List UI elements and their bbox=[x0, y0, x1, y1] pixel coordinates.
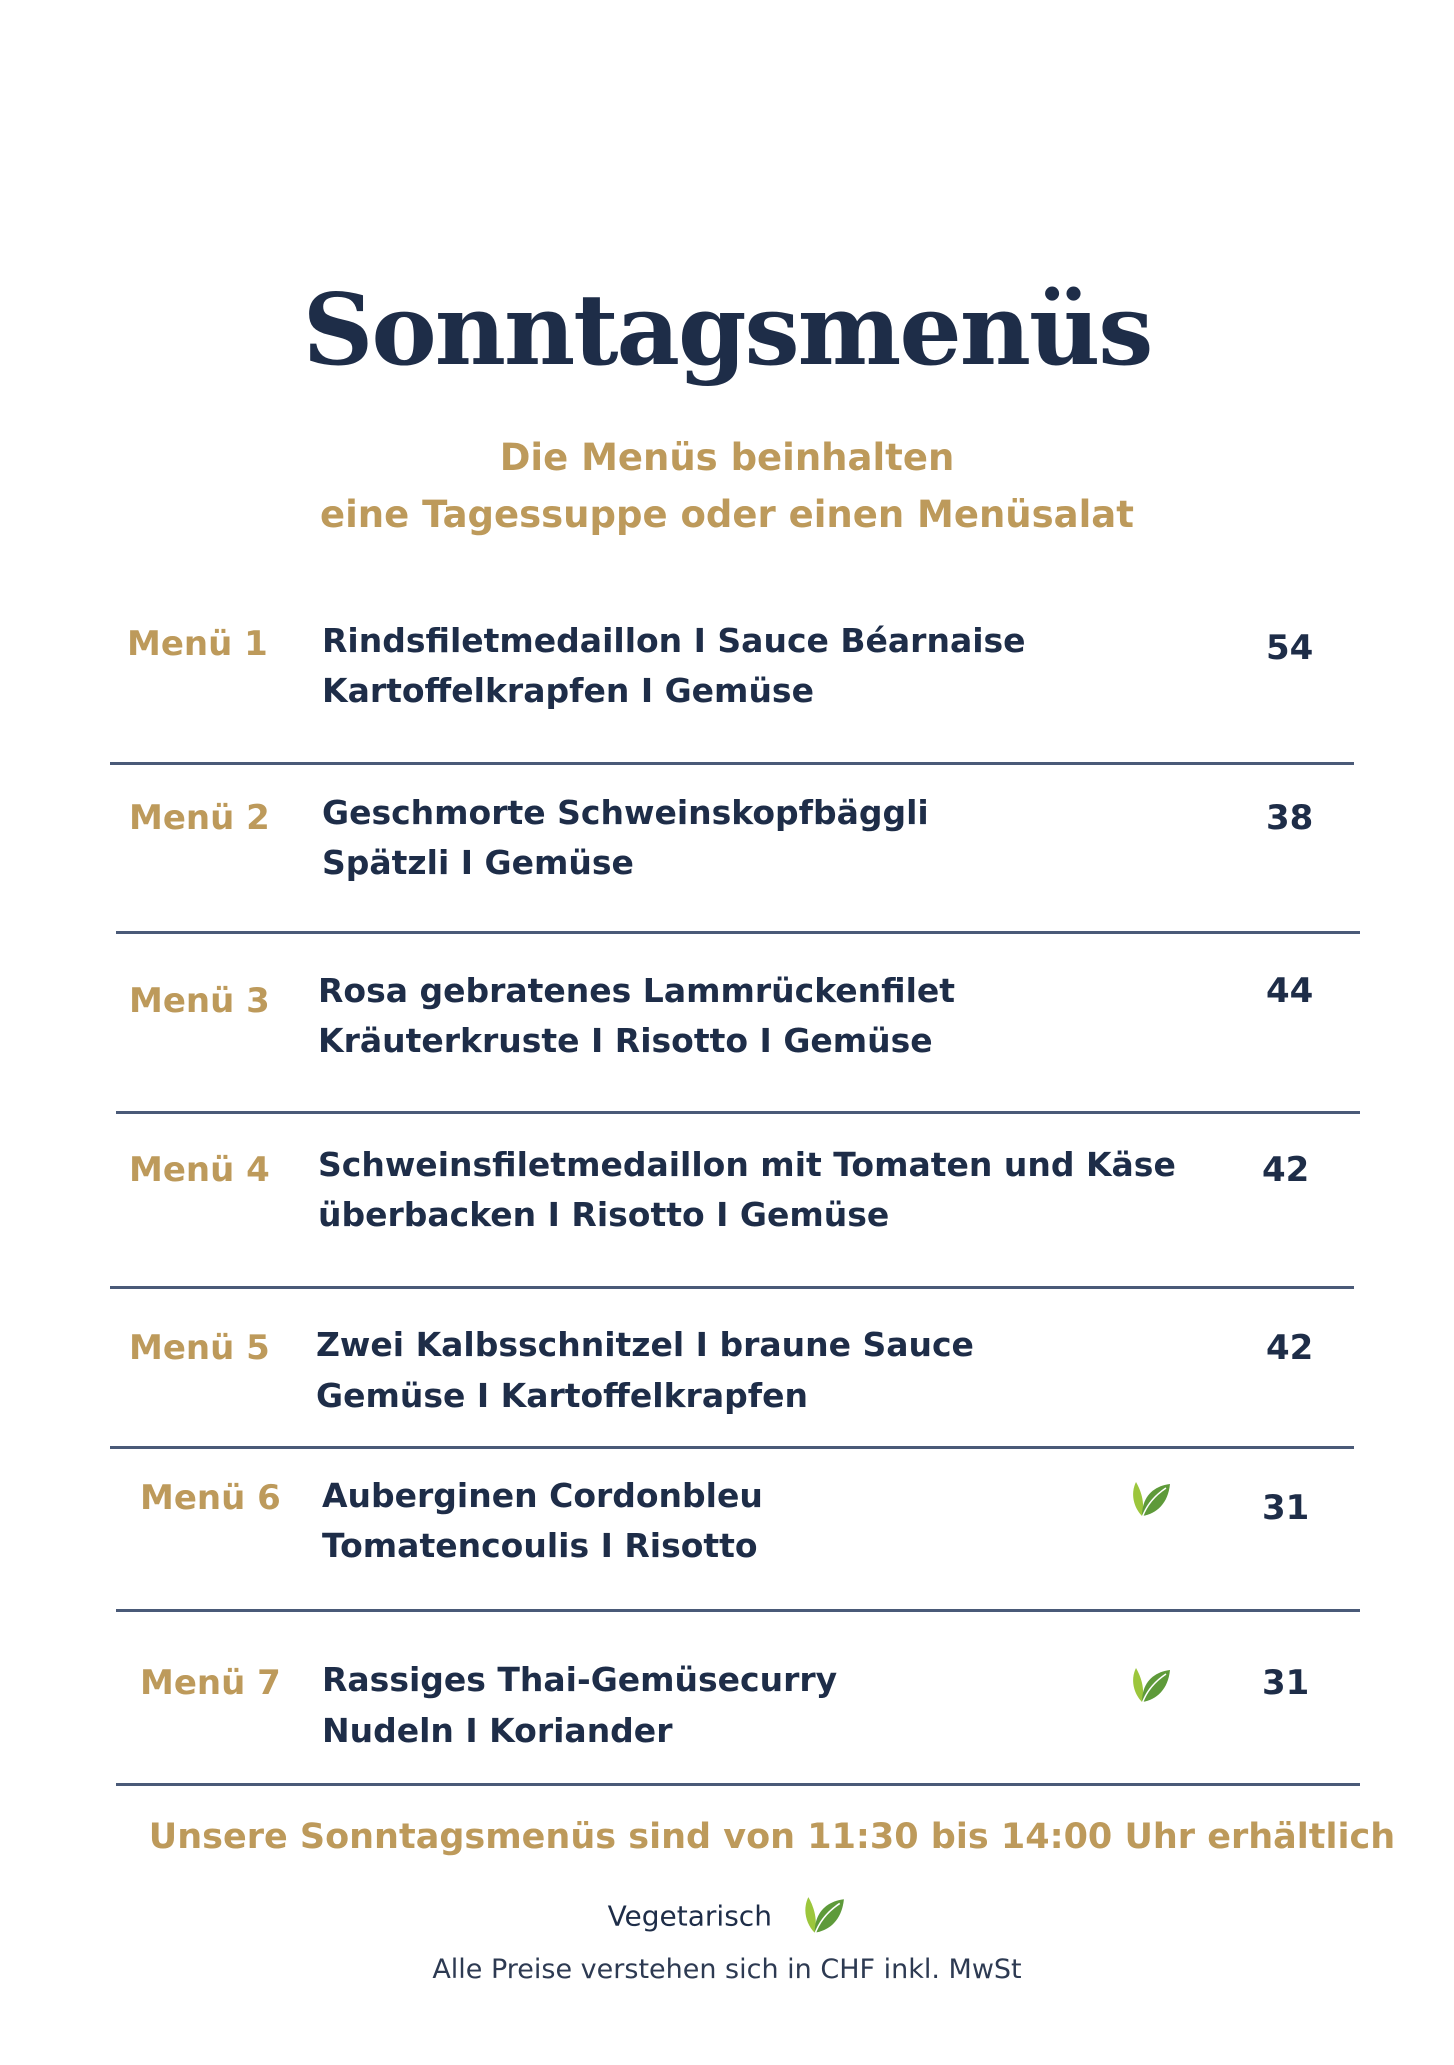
dish-line-1: Auberginen Cordonbleu bbox=[322, 1476, 763, 1515]
dish-line-2: Gemüse I Kartoffelkrapfen bbox=[316, 1376, 808, 1415]
menu-price: 38 bbox=[1266, 798, 1314, 838]
menu-price: 42 bbox=[1262, 1150, 1310, 1190]
divider bbox=[116, 1783, 1360, 1786]
leaf-icon bbox=[1128, 1664, 1172, 1708]
menu-label: Menü 4 bbox=[129, 1150, 270, 1190]
dish-line-2: Tomatencoulis I Risotto bbox=[322, 1526, 758, 1565]
dish-line-1: Rindsfiletmedaillon I Sauce Béarnaise bbox=[322, 621, 1026, 660]
dish-line-1: Rosa gebratenes Lammrückenfilet bbox=[318, 971, 956, 1010]
menu-label: Menü 1 bbox=[127, 624, 268, 664]
dish-line-2: Kräuterkruste I Risotto I Gemüse bbox=[318, 1021, 933, 1060]
dish-line-1: Schweinsfiletmedaillon mit Tomaten und Käse bbox=[318, 1145, 1176, 1184]
dish-line-2: Nudeln I Koriander bbox=[322, 1711, 673, 1750]
subtitle-line-2: eine Tagessuppe oder einen Menüsalat bbox=[320, 493, 1134, 536]
divider bbox=[116, 931, 1360, 934]
menu-price: 42 bbox=[1266, 1328, 1314, 1368]
leaf-icon bbox=[800, 1893, 846, 1939]
menu-label: Menü 6 bbox=[140, 1478, 281, 1518]
menu-label: Menü 7 bbox=[140, 1663, 281, 1703]
price-note: Alle Preise verstehen sich in CHF inkl. MwSt bbox=[432, 1954, 1022, 1985]
menu-price: 31 bbox=[1262, 1663, 1310, 1703]
menu-label: Menü 2 bbox=[129, 798, 270, 838]
vegetarian-legend bbox=[0, 1893, 1454, 1939]
menu-price: 44 bbox=[1266, 971, 1314, 1011]
leaf-icon bbox=[1128, 1478, 1172, 1522]
divider bbox=[116, 1609, 1360, 1612]
divider bbox=[110, 1286, 1354, 1289]
menu-price: 54 bbox=[1266, 628, 1314, 668]
menu-price: 31 bbox=[1262, 1488, 1310, 1528]
dish-line-1: Rassiges Thai-Gemüsecurry bbox=[322, 1660, 838, 1699]
dish-line-2: überbacken I Risotto I Gemüse bbox=[318, 1195, 890, 1234]
dish-line-2: Spätzli I Gemüse bbox=[322, 843, 634, 882]
divider bbox=[110, 1446, 1354, 1449]
dish-line-1: Geschmorte Schweinskopfbäggli bbox=[322, 793, 929, 832]
menu-label: Menü 3 bbox=[129, 981, 270, 1021]
dish-line-2: Kartoffelkrapfen I Gemüse bbox=[322, 671, 814, 710]
divider bbox=[116, 1111, 1360, 1114]
availability-note: Unsere Sonntagsmenüs sind von 11:30 bis 14:00 Uhr erhältlich bbox=[148, 1817, 1396, 1857]
legend-label: Vegetarisch bbox=[607, 1899, 772, 1933]
page-title: Sonntagsmenüs bbox=[302, 273, 1152, 388]
divider bbox=[110, 762, 1354, 765]
menu-label: Menü 5 bbox=[129, 1328, 270, 1368]
subtitle-line-1: Die Menüs beinhalten bbox=[499, 436, 955, 479]
dish-line-1: Zwei Kalbsschnitzel I braune Sauce bbox=[316, 1325, 974, 1364]
